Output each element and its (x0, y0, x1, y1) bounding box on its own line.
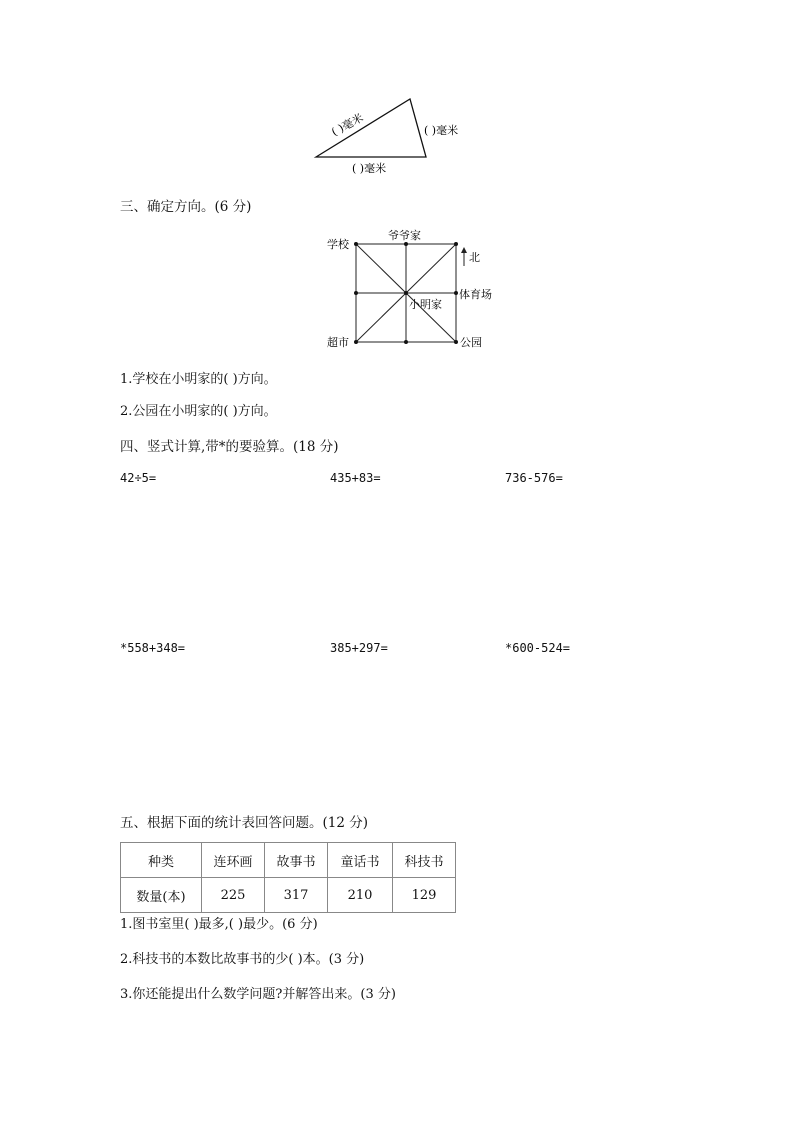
table-cell: 种类 (121, 843, 202, 878)
map-label-supermarket: 超市 (327, 336, 349, 349)
calc-problem: *558+348= (120, 641, 186, 655)
map-label-grandpa-home: 爷爷家 (388, 229, 421, 242)
book-statistics-table (120, 842, 456, 913)
section3-title: 三、确定方向。(6 分) (120, 199, 252, 215)
map-label-stadium: 体育场 (459, 288, 492, 301)
map-label-park: 公园 (460, 336, 482, 349)
table-cell: 317 (265, 878, 328, 913)
table-cell: 科技书 (393, 843, 456, 878)
calc-problem: *600-524= (505, 641, 571, 655)
section5-question-2: 2.科技书的本数比故事书的少( )本。(3 分) (120, 952, 365, 967)
calc-problem: 736-576= (505, 471, 563, 485)
triangle-side-right-label: ( )毫米 (424, 124, 459, 137)
map-label-north: 北 (469, 251, 480, 264)
section4-title: 四、竖式计算,带*的要验算。(18 分) (120, 439, 339, 455)
map-label-school: 学校 (327, 238, 349, 251)
triangle-figure (300, 90, 500, 182)
triangle-side-bottom-label: ( )毫米 (352, 162, 387, 175)
table-cell: 210 (328, 878, 393, 913)
section3-question-2: 2.公园在小明家的( )方向。 (120, 404, 277, 419)
table-cell: 连环画 (202, 843, 265, 878)
table-header-row (121, 843, 456, 878)
calc-problem: 385+297= (330, 641, 388, 655)
table-cell: 129 (393, 878, 456, 913)
section3-question-1: 1.学校在小明家的( )方向。 (120, 372, 277, 387)
triangle-side-left-label: ( )毫米 (329, 111, 366, 139)
map-label-xiaoming-home: 小明家 (409, 298, 442, 311)
section5-question-3: 3.你还能提出什么数学问题?并解答出来。(3 分) (120, 987, 396, 1002)
north-arrow-icon (461, 247, 467, 253)
table-row (121, 878, 456, 913)
table-cell: 故事书 (265, 843, 328, 878)
section5-title: 五、根据下面的统计表回答问题。(12 分) (120, 815, 369, 831)
section5-question-1: 1.图书室里( )最多,( )最少。(6 分) (120, 917, 318, 932)
calc-problem: 42÷5= (120, 471, 157, 485)
table-cell: 225 (202, 878, 265, 913)
table-cell: 童话书 (328, 843, 393, 878)
calc-problem: 435+83= (330, 471, 381, 485)
direction-map (320, 224, 510, 352)
table-cell: 数量(本) (121, 878, 202, 913)
